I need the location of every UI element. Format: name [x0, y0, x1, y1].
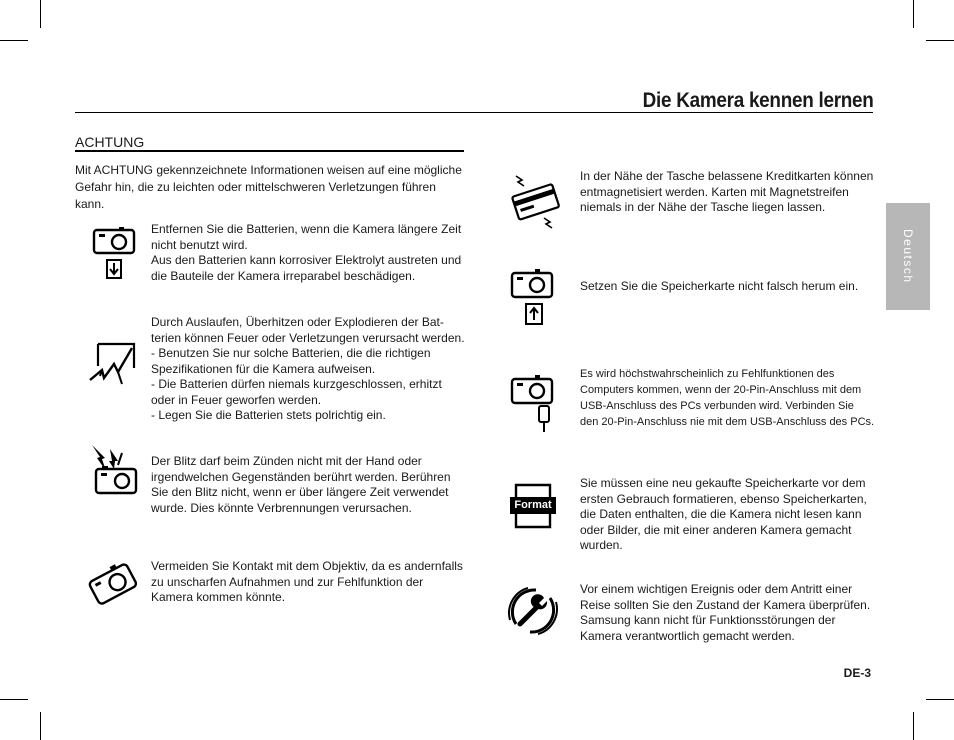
crop-mark-bl-h: [0, 699, 28, 700]
section-rule: [75, 150, 464, 152]
language-tab-label: Deutsch: [901, 229, 915, 284]
page-title: Die Kamera kennen lernen: [643, 89, 874, 112]
tilted-camera-lens-icon: [88, 560, 140, 606]
section-heading: ACHTUNG: [75, 134, 145, 150]
left-item-4-text: Vermeiden Sie Kontakt mit dem Objektiv, da es andernfalls zu unscharfen Aufnahmen und zur Fehlfunktion der Kamera kommen könnte.: [151, 559, 463, 604]
camera-battery-removal-icon: [92, 226, 138, 280]
battery-explosion-icon: [88, 340, 140, 386]
section-intro: Mit ACHTUNG gekennzeichnete Informationen weisen auf eine mögliche Gefahr hin, die zu leichten oder mittelschweren Verletzungen führen kann.: [75, 163, 462, 211]
right-item-3-text: Es wird höchstwahrscheinlich zu Fehlfunktionen des Computers kommen, wenn der 20-Pin-Anschluss mit dem USB-Anschluss des PCs verbunden wird. Verbinden Sie den 20-Pin-Anschluss nie mit dem USB-Anschluss des PCs.: [580, 368, 875, 428]
left-item-2-text: Durch Auslaufen, Überhitzen oder Explodieren der Bat- terien können Feuer oder Verletzungen verursacht werden. - Benutzen Sie nur solche Batterien, die die richtigen Spezifikationen für die Kamera aufweisen. - Die Batterien dürfen niemals kurzgeschlossen, erhitzt oder in Feuer geworfen werden. - Legen Sie die Batterien stets polrichtig ein.: [151, 315, 465, 422]
crop-mark-bl-v: [40, 712, 41, 740]
right-item-4-text: Sie müssen eine neu gekaufte Speicherkarte vor dem ersten Gebrauch formatieren, ebenso Speicherkarten, die Daten enthalten, die die Kamera nicht lesen kann oder Bilder, die mit einer anderen Kamera gemacht wurden.: [580, 476, 867, 552]
format-card-icon: [510, 483, 556, 529]
wrench-check-icon: [506, 584, 560, 638]
magnetic-card-icon: [508, 170, 562, 230]
crop-mark-tl-v: [40, 0, 41, 28]
crop-mark-tl-h: [0, 40, 28, 41]
left-item-3-text: Der Blitz darf beim Zünden nicht mit der Hand oder irgendwelchen Gegenständen berührt werden. Berühren Sie den Blitz nicht, wenn er über längere Zeit verwendet wurde. Dies könnte Verbrennungen verursachen.: [151, 454, 451, 515]
right-item-2-text: Setzen Sie die Speicherkarte nicht falsch herum ein.: [580, 279, 859, 293]
crop-mark-br-h: [926, 699, 954, 700]
crop-mark-tr-v: [913, 0, 914, 28]
camera-flash-icon: [88, 443, 140, 495]
format-badge: Format: [510, 497, 556, 514]
camera-usb-icon: [510, 374, 556, 434]
crop-mark-tr-h: [926, 40, 954, 41]
right-item-5-text: Vor einem wichtigen Ereignis oder dem Antritt einer Reise sollten Sie den Zustand der Kamera überprüfen. Samsung kann nicht für Funktionsstörungen der Kamera verantwortlich gemacht werden.: [580, 582, 871, 643]
title-rule: [75, 112, 873, 113]
left-item-1-text: Entfernen Sie die Batterien, wenn die Kamera längere Zeit nicht benutzt wird. Aus den Batterien kann korrosiver Elektrolyt austreten und die Bauteile der Kamera irreparabel beschädigen.: [151, 222, 462, 283]
camera-memory-card-icon: [510, 268, 556, 326]
language-tab: [886, 203, 930, 310]
right-item-1-text: In der Nähe der Tasche belassene Kreditkarten können entmagnetisiert werden. Karten mit Magnetstreifen niemals in der Nähe der Tasche liegen lassen.: [580, 169, 874, 214]
page-number: DE-3: [843, 666, 871, 680]
crop-mark-br-v: [913, 712, 914, 740]
